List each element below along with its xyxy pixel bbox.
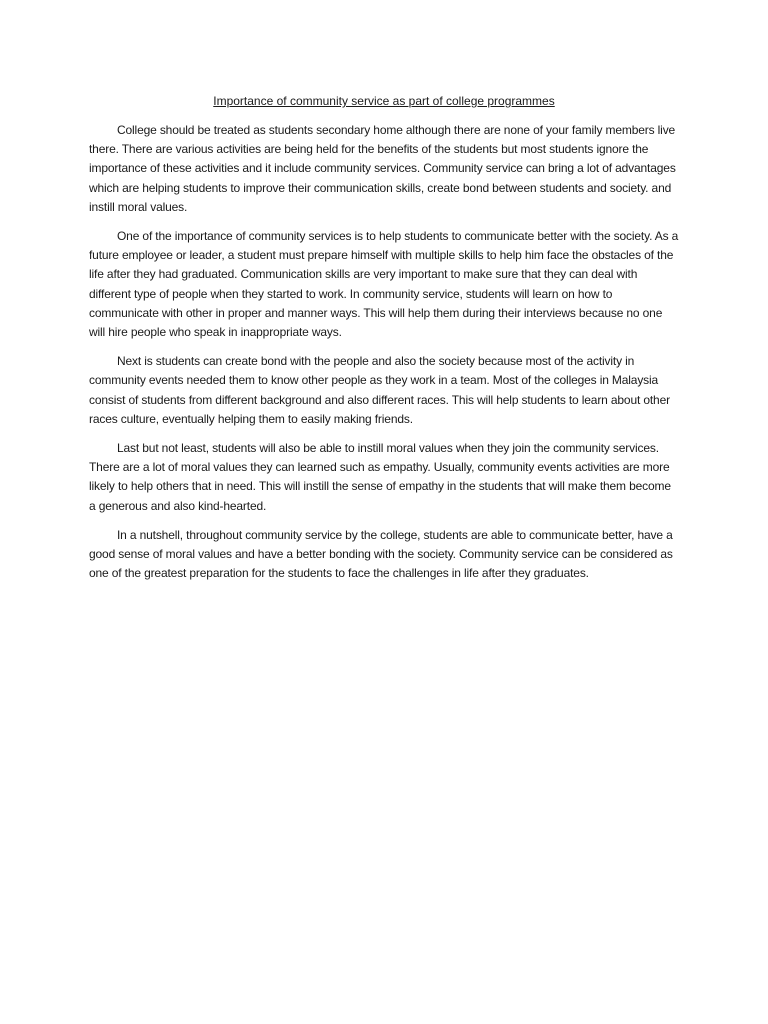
paragraph-communication: One of the importance of community services is to help students to communicate better with the society. As a future employee or leader, a student must prepare himself with multiple skills to help him face the obstacles of the life after they had graduated. Communication skills are very important to make sure that they can deal with different type of people when they started to work. In community service, students will learn on how to communicate with other in proper and manner ways. This will help them during their interviews because no one will hire people who speak in inappropriate ways. bbox=[89, 229, 679, 340]
document-page bbox=[89, 92, 679, 593]
paragraph-moral-values: Last but not least, students will also be able to instill moral values when they join the community services. There are a lot of moral values they can learned such as empathy. Usually, community events activities are more likely to help others that in need. This will instill the sense of empathy in the students that will make them become a generous and also kind-hearted. bbox=[89, 441, 671, 513]
paragraph-bonding: Next is students can create bond with the people and also the society because most of the activity in community events needed them to know other people as they work in a team. Most of the colleges in Malaysia consist of students from different background and also different races. This will help students to learn about other races culture, eventually helping them to easily making friends. bbox=[89, 354, 670, 426]
paragraph-introduction: College should be treated as students secondary home although there are none of your family members live there. There are various activities are being held for the benefits of the students but most students ignore the importance of these activities and it include community services. Community service can bring a lot of advantages which are helping students to improve their communication skills, create bond between students and society. and instill moral values. bbox=[89, 123, 676, 214]
document-title: Importance of community service as part of college programmes bbox=[213, 94, 555, 108]
paragraph-conclusion: In a nutshell, throughout community service by the college, students are able to communicate better, have a good sense of moral values and have a better bonding with the society. Community service can be considered as one of the greatest preparation for the students to face the challenges in life after they graduates. bbox=[89, 527, 673, 581]
